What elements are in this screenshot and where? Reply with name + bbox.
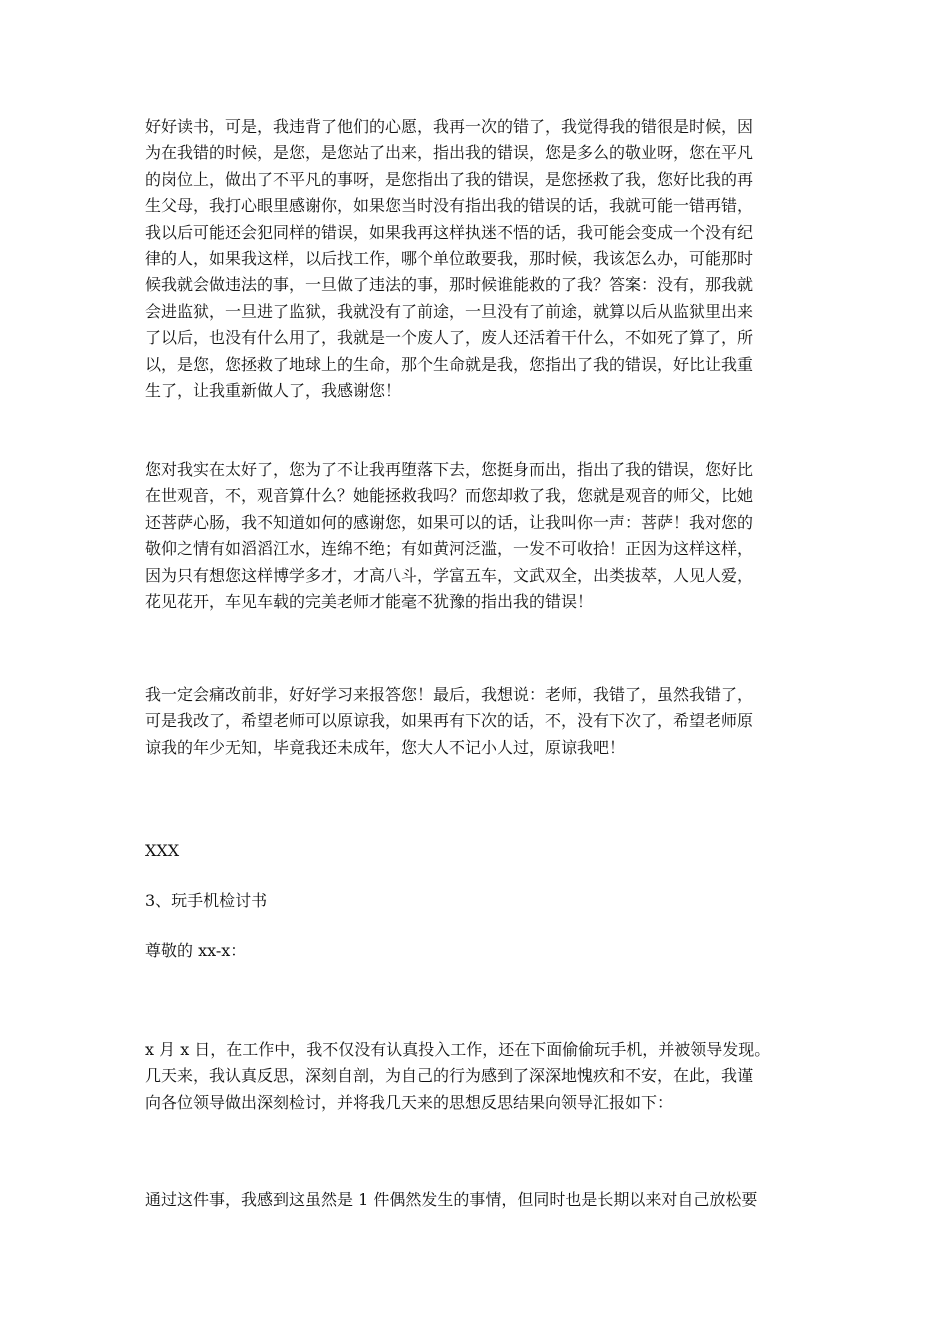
text-line: 候我就会做违法的事，一旦做了违法的事，那时候谁能救的了我？答案：没有，那我就 [145, 275, 754, 295]
text-line: 的岗位上，做出了不平凡的事呀，是您指出了我的错误，是您拯救了我，您好比我的再 [145, 169, 754, 189]
text-line: 尊敬的 xx-x： [145, 941, 247, 960]
text-line: 在世观音，不，观音算什么？她能拯救我吗？而您却救了我，您就是观音的师父，比她 [145, 486, 754, 506]
paragraph-promise [145, 682, 815, 761]
text-line: 了以后，也没有什么用了，我就是一个废人了，废人还活着干什么，不如死了算了，所 [145, 328, 754, 348]
paragraph-reflection [145, 1187, 815, 1213]
text-line: XXX [145, 841, 180, 860]
text-line: 您对我实在太好了，您为了不让我再堕落下去，您挺身而出，指出了我的错误，您好比 [145, 460, 754, 479]
paragraph-gratitude [145, 114, 815, 404]
text-line: x 月 x 日，在工作中，我不仅没有认真投入工作，还在下面偷偷玩手机，并被领导发现。 [145, 1040, 771, 1059]
text-line: 谅我的年少无知，毕竟我还未成年，您大人不记小人过，原谅我吧！ [145, 737, 626, 757]
text-line: 好好读书，可是，我违背了他们的心愿，我再一次的错了，我觉得我的错很是时候，因 [145, 117, 754, 136]
signature-line [145, 838, 815, 864]
text-line: 可是我改了，希望老师可以原谅我，如果再有下次的话，不，没有下次了，希望老师原 [145, 711, 754, 731]
text-line: 为在我错的时候，是您，是您站了出来，指出我的错误，您是多么的敬业呀，您在平凡 [145, 143, 754, 163]
text-line: 因为只有想您这样博学多才，才高八斗，学富五车，文武双全，出类拔萃，人见人爱， [145, 565, 754, 585]
text-line: 生父母，我打心眼里感谢你，如果您当时没有指出我的错误的话，我就可能一错再错， [145, 196, 754, 216]
text-line: 几天来，我认真反思，深刻自剖，为自己的行为感到了深深地愧疚和不安，在此，我谨 [145, 1066, 754, 1086]
section-heading [145, 888, 815, 914]
paragraph-praise [145, 457, 815, 615]
text-line: 向各位领导做出深刻检讨，并将我几天来的思想反思结果向领导汇报如下： [145, 1092, 674, 1112]
salutation [145, 938, 815, 964]
text-line: 律的人，如果我这样，以后找工作，哪个单位敢要我，那时候，我该怎么办，可能那时 [145, 249, 754, 269]
text-line: 我一定会痛改前非，好好学习来报答您！最后，我想说：老师，我错了，虽然我错了， [145, 685, 754, 704]
text-line: 以，是您，您拯救了地球上的生命，那个生命就是我，您指出了我的错误，好比让我重 [145, 354, 754, 374]
text-line: 敬仰之情有如滔滔江水，连绵不绝；有如黄河泛滥，一发不可收拾！正因为这样这样， [145, 539, 754, 559]
text-line: 3、玩手机检讨书 [145, 891, 268, 910]
text-line: 生了，让我重新做人了，我感谢您！ [145, 381, 402, 401]
paragraph-incident [145, 1037, 815, 1116]
text-line: 还菩萨心肠，我不知道如何的感谢您，如果可以的话，让我叫你一声：菩萨！我对您的 [145, 512, 754, 532]
text-line: 花见花开，车见车载的完美老师才能毫不犹豫的指出我的错误！ [145, 592, 594, 612]
text-line: 会进监狱，一旦进了监狱，我就没有了前途，一旦没有了前途，就算以后从监狱里出来 [145, 301, 754, 321]
text-line: 通过这件事，我感到这虽然是 1 件偶然发生的事情，但同时也是长期以来对自己放松要 [145, 1190, 758, 1209]
text-line: 我以后可能还会犯同样的错误，如果我再这样执迷不悟的话，我可能会变成一个没有纪 [145, 222, 754, 242]
